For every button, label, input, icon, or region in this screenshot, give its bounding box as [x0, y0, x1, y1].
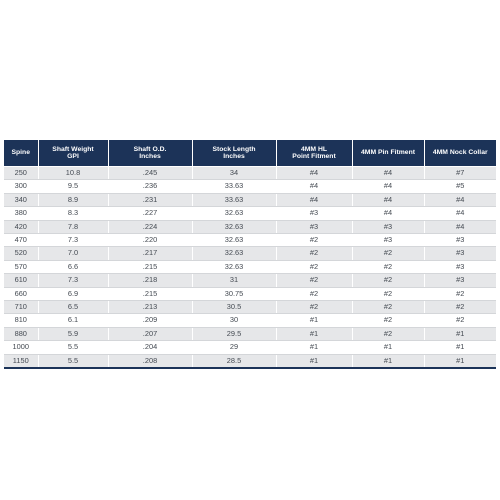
table-cell: .209 [108, 314, 192, 327]
table-cell: #1 [352, 354, 424, 368]
table-cell: #4 [352, 207, 424, 220]
table-cell: .213 [108, 301, 192, 314]
table-cell: 33.63 [192, 193, 276, 206]
table-cell: #1 [276, 354, 352, 368]
table-cell: 5.5 [38, 341, 108, 354]
table-row [4, 287, 496, 300]
table-cell: #1 [424, 327, 496, 340]
table-cell: 33.63 [192, 180, 276, 193]
table-cell: #2 [352, 314, 424, 327]
table-cell: #3 [352, 220, 424, 233]
table-body [4, 167, 496, 369]
table-cell: 32.63 [192, 207, 276, 220]
table-cell: #2 [424, 301, 496, 314]
table-row [4, 167, 496, 180]
table-cell: #2 [276, 274, 352, 287]
table-cell: 32.63 [192, 220, 276, 233]
table-cell: #4 [352, 167, 424, 180]
table-cell: #2 [276, 301, 352, 314]
table-cell: 8.9 [38, 193, 108, 206]
table-cell: .215 [108, 287, 192, 300]
table-cell: 30.75 [192, 287, 276, 300]
table-cell: #2 [276, 247, 352, 260]
table-cell: .231 [108, 193, 192, 206]
table-cell: #1 [276, 327, 352, 340]
table-cell: #2 [276, 260, 352, 273]
table-cell: .217 [108, 247, 192, 260]
table-cell: 31 [192, 274, 276, 287]
table-cell: 420 [4, 220, 38, 233]
table-cell: 6.9 [38, 287, 108, 300]
table-row [4, 327, 496, 340]
table-cell: .224 [108, 220, 192, 233]
column-header-label: Spine [11, 149, 30, 157]
table-cell: 32.63 [192, 247, 276, 260]
column-header-label: GPI [67, 153, 79, 160]
table-cell: 32.63 [192, 260, 276, 273]
table-cell: #4 [352, 180, 424, 193]
table-cell: #4 [352, 193, 424, 206]
table-row [4, 354, 496, 368]
table-cell: .245 [108, 167, 192, 180]
table-cell: #3 [424, 247, 496, 260]
table-cell: #2 [352, 327, 424, 340]
table-cell: 30 [192, 314, 276, 327]
column-header [192, 140, 276, 167]
column-header-label: Point Fitment [292, 153, 336, 160]
table-cell: .236 [108, 180, 192, 193]
table-cell: 5.5 [38, 354, 108, 368]
table-row [4, 234, 496, 247]
table-cell: 250 [4, 167, 38, 180]
table-cell: 520 [4, 247, 38, 260]
table-cell: 1000 [4, 341, 38, 354]
table-cell: #1 [276, 314, 352, 327]
table-cell: #2 [352, 260, 424, 273]
table-cell: #4 [276, 180, 352, 193]
column-header-label: 4MM Pin Fitment [361, 149, 415, 157]
table-row [4, 274, 496, 287]
table-cell: 29 [192, 341, 276, 354]
table-cell: #2 [352, 274, 424, 287]
table-cell: 10.8 [38, 167, 108, 180]
table-row [4, 207, 496, 220]
table-cell: 7.3 [38, 274, 108, 287]
table-row [4, 247, 496, 260]
column-header-label: Inches [223, 153, 245, 160]
table-row [4, 314, 496, 327]
header-row [4, 140, 496, 167]
table-cell: .208 [108, 354, 192, 368]
table-cell: 6.6 [38, 260, 108, 273]
table-cell: 32.63 [192, 234, 276, 247]
table-cell: #4 [424, 193, 496, 206]
table-cell: 340 [4, 193, 38, 206]
table-cell: #1 [424, 341, 496, 354]
table-cell: #2 [352, 287, 424, 300]
table-cell: .207 [108, 327, 192, 340]
arrow-spec-table [4, 140, 496, 369]
table-header [4, 140, 496, 167]
table-cell: 810 [4, 314, 38, 327]
table-cell: #3 [424, 274, 496, 287]
table-cell: #1 [276, 341, 352, 354]
table-cell: #3 [276, 207, 352, 220]
column-header-label: 4MM Nock Collar [432, 149, 488, 157]
table-cell: #4 [276, 167, 352, 180]
table-cell: 9.5 [38, 180, 108, 193]
table-cell: .220 [108, 234, 192, 247]
column-header [108, 140, 192, 167]
table-cell: #2 [352, 301, 424, 314]
table-cell: #2 [424, 314, 496, 327]
table-cell: .218 [108, 274, 192, 287]
table-cell: 29.5 [192, 327, 276, 340]
table-cell: 660 [4, 287, 38, 300]
table-cell: 6.1 [38, 314, 108, 327]
table-cell: #2 [276, 234, 352, 247]
table-cell: 380 [4, 207, 38, 220]
table-row [4, 193, 496, 206]
table-cell: #1 [352, 341, 424, 354]
column-header-label: Shaft Weight [52, 145, 94, 153]
column-header-label: Inches [139, 153, 161, 160]
table-cell: .204 [108, 341, 192, 354]
table-cell: #1 [424, 354, 496, 368]
table-cell: #4 [276, 193, 352, 206]
table-cell: 570 [4, 260, 38, 273]
table-cell: #3 [276, 220, 352, 233]
table-cell: 7.3 [38, 234, 108, 247]
column-header [276, 140, 352, 167]
table-cell: 30.5 [192, 301, 276, 314]
table-cell: #3 [352, 234, 424, 247]
column-header [4, 140, 38, 167]
table-row [4, 180, 496, 193]
column-header [352, 140, 424, 167]
column-header-label: Shaft O.D. [133, 145, 167, 153]
column-header [424, 140, 496, 167]
table-cell: 710 [4, 301, 38, 314]
table-cell: 8.3 [38, 207, 108, 220]
table-cell: 610 [4, 274, 38, 287]
table-cell: #3 [424, 234, 496, 247]
column-header-label: Stock Length [212, 145, 256, 153]
table-cell: .227 [108, 207, 192, 220]
table-cell: 34 [192, 167, 276, 180]
table-cell: #7 [424, 167, 496, 180]
table-row [4, 341, 496, 354]
table-cell: #2 [276, 287, 352, 300]
table-cell: 7.0 [38, 247, 108, 260]
table-cell: 470 [4, 234, 38, 247]
table-cell: #3 [424, 260, 496, 273]
column-header [38, 140, 108, 167]
table-cell: .215 [108, 260, 192, 273]
column-header-label: 4MM HL [300, 145, 328, 153]
table-cell: 28.5 [192, 354, 276, 368]
table-cell: 300 [4, 180, 38, 193]
table-row [4, 260, 496, 273]
table-row [4, 220, 496, 233]
table-cell: #5 [424, 180, 496, 193]
table-cell: #4 [424, 207, 496, 220]
table-cell: #2 [352, 247, 424, 260]
table-cell: 7.8 [38, 220, 108, 233]
table-cell: #4 [424, 220, 496, 233]
table-cell: 5.9 [38, 327, 108, 340]
table-cell: 6.5 [38, 301, 108, 314]
table-cell: #2 [424, 287, 496, 300]
table-cell: 880 [4, 327, 38, 340]
table-row [4, 301, 496, 314]
table-cell: 1150 [4, 354, 38, 368]
